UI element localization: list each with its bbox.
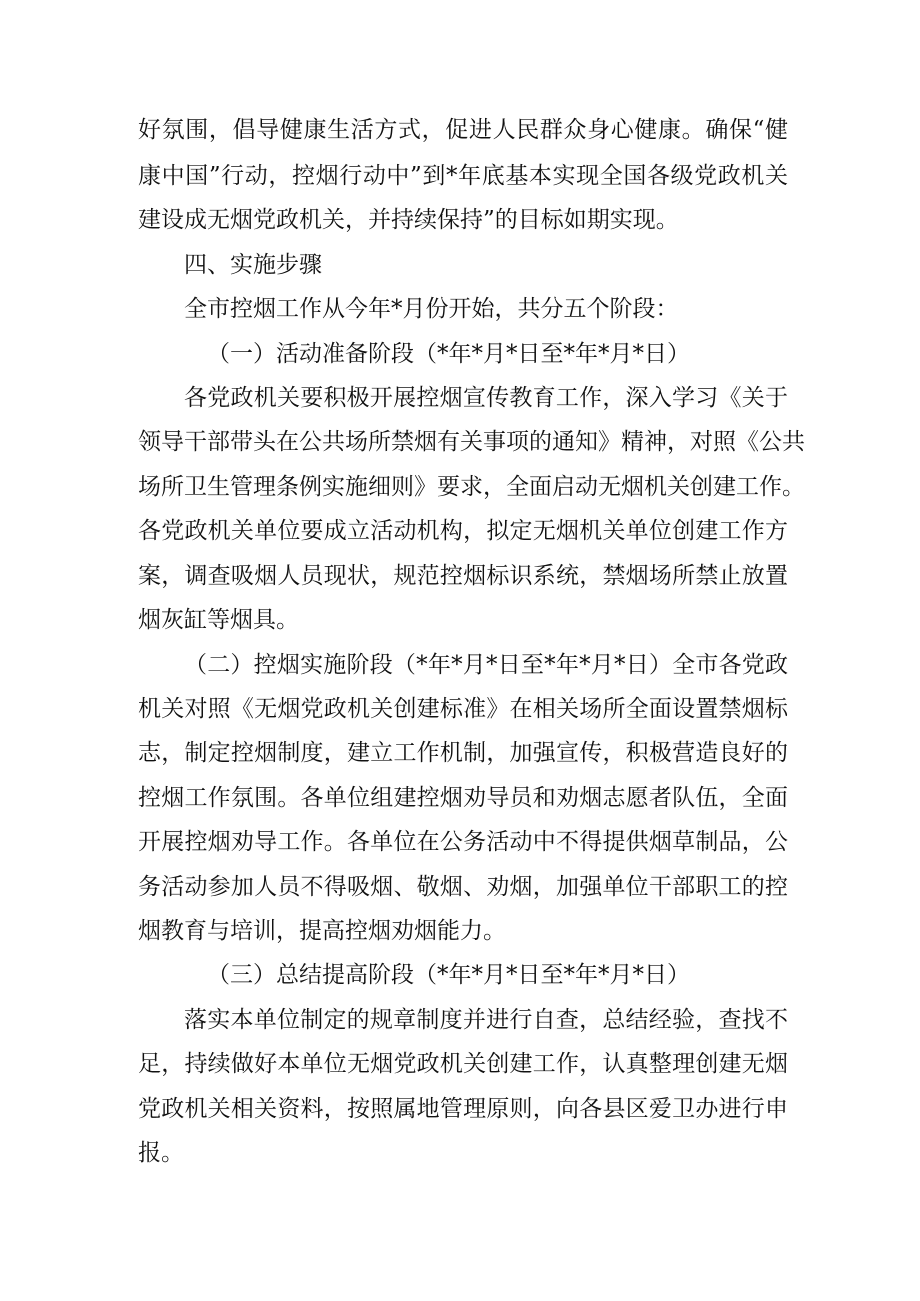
- paragraph-line: 烟教育与培训，提高控烟劝烟能力。: [138, 918, 506, 944]
- paragraph-line: 案，调查吸烟人员现状，规范控烟标识系统，禁烟场所禁止放置: [138, 563, 788, 589]
- paragraph-line: 党政机关相关资料，按照属地管理原则，向各县区爱卫办进行申: [138, 1096, 788, 1122]
- paragraph-line: 报。: [138, 1140, 184, 1166]
- paragraph-line: 好氛围，倡导健康生活方式，促进人民群众身心健康。确保“健: [138, 117, 788, 143]
- subsection-heading: （一）活动准备阶段（*年*月*日至*年*月*日）: [207, 341, 690, 367]
- paragraph-line: 各党政机关要积极开展控烟宣传教育工作，深入学习《关于: [184, 385, 788, 411]
- paragraph-line: 务活动参加人员不得吸烟、敬烟、劝烟，加强单位干部职工的控: [138, 874, 788, 900]
- paragraph-line: 场所卫生管理条例实施细则》要求，全面启动无烟机关创建工作。: [138, 474, 805, 500]
- subsection-heading: （三）总结提高阶段（*年*月*日至*年*月*日）: [207, 962, 690, 988]
- paragraph-line: 志，制定控烟制度，建立工作机制，加强宣传，积极营造良好的: [138, 740, 788, 766]
- paragraph-line: 各党政机关单位要成立活动机构，拟定无烟机关单位创建工作方: [138, 518, 788, 544]
- paragraph-line: 开展控烟劝导工作。各单位在公务活动中不得提供烟草制品，公: [138, 829, 788, 855]
- paragraph-line: 足，持续做好本单位无烟党政机关创建工作，认真整理创建无烟: [138, 1051, 788, 1077]
- paragraph-line: 建设成无烟党政机关，并持续保持”的目标如期实现。: [138, 207, 679, 233]
- paragraph-line: 控烟工作氛围。各单位组建控烟劝导员和劝烟志愿者队伍，全面: [138, 785, 788, 811]
- paragraph-line: 烟灰缸等烟具。: [138, 607, 299, 633]
- paragraph-line: 落实本单位制定的规章制度并进行自查，总结经验，查找不: [184, 1007, 788, 1033]
- paragraph-line: 全市控烟工作从今年*月份开始，共分五个阶段：: [184, 296, 679, 322]
- paragraph-line: 机关对照《无烟党政机关创建标准》在相关场所全面设置禁烟标: [138, 696, 788, 722]
- section-heading: 四、实施步骤: [184, 252, 322, 278]
- paragraph-line: 领导干部带头在公共场所禁烟有关事项的通知》精神，对照《公共: [138, 429, 805, 455]
- paragraph-line: 康中国”行动，控烟行动中”到*年底基本实现全国各级党政机关: [138, 163, 788, 189]
- subsection-heading: （二）控烟实施阶段（*年*月*日至*年*月*日）全市各党政: [184, 652, 788, 678]
